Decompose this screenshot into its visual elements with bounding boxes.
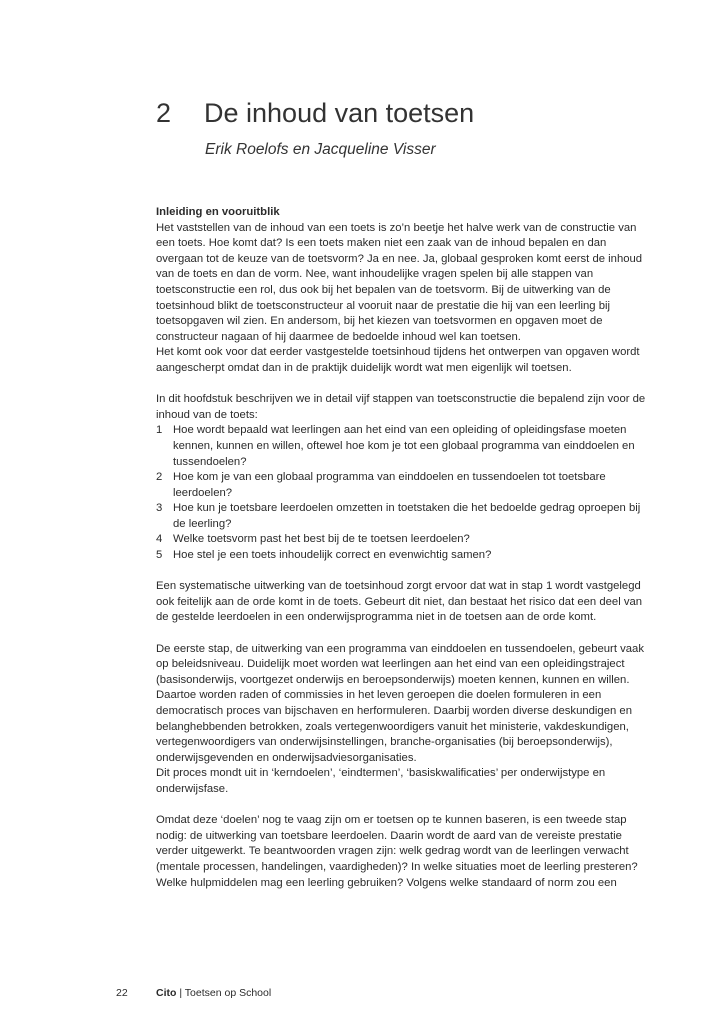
list-item-number: 3 xyxy=(156,502,163,515)
page-number: 22 xyxy=(116,987,128,999)
steps-list xyxy=(156,423,646,563)
running-footer xyxy=(156,987,271,999)
list-item-text: Hoe kom je van een globaal programma van einddoelen en tussendoelen tot toetsbare leerdoelen? xyxy=(173,471,606,499)
section-heading: Inleiding en vooruitblik xyxy=(156,206,280,218)
outcome-paragraph: Dit proces mondt uit in ‘kerndoelen’, ‘eindtermen’, ‘basiskwalificaties’ per onderwijstype en onderwijsfase. xyxy=(156,767,606,795)
chapter-number: 2 xyxy=(156,98,172,128)
list-item-number: 4 xyxy=(156,533,163,546)
steps-intro-paragraph: In dit hoofdstuk beschrijven we in detail vijf stappen van toetsconstructie die bepalend zijn voor de inhoud van de toets: xyxy=(156,393,646,421)
list-item-text: Hoe wordt bepaald wat leerlingen aan het eind van een opleiding of opleidingsfase moeten kennen, kunnen en willen, oftewel hoe kom je tot een globaal programma van einddoelen en tussendoelen? xyxy=(173,424,635,468)
footer-separator: | xyxy=(176,987,185,999)
chapter-title xyxy=(156,96,474,130)
list-item xyxy=(156,532,646,548)
intro-paragraph-2: Het komt ook voor dat eerder vastgestelde toetsinhoud tijdens het ontwerpen van opgaven wordt aangescherpt omdat dan in de praktijk duidelijk wordt wat men eigenlijk wil toetsen. xyxy=(156,346,640,374)
body-text xyxy=(156,205,646,891)
list-item-number: 5 xyxy=(156,549,163,562)
intro-paragraph: Het vaststellen van de inhoud van een toets is zo’n beetje het halve werk van de constructie van een toets. Hoe komt dat? Is een toets maken niet een zaak van de inhoud bepalen en dan overgaan tot de keuze van de toetsvorm? Ja en nee. Ja, globaal gesproken komt eerst de inhoud van de toets en dan de vorm. Nee, want inhoudelijke vragen spelen bij alle stappen van toetsconstructie een rol, dus ook bij het bepalen van de toetsvorm. Bij de uitwerking van de toetsinhoud blikt de toetsconstructeur al vooruit naar de prestatie die hij van een leerling bij toetsopgaven wil zien. En andersom, bij het kiezen van toetsvormen en opgaven moet de constructeur nagaan of hij daarmee de bedoelde inhoud wel kan toetsen. xyxy=(156,221,643,343)
systematic-paragraph: Een systematische uitwerking van de toetsinhoud zorgt ervoor dat wat in stap 1 wordt vastgelegd ook feitelijk aan de orde komt in de toets. Gebeurt dit niet, dan bestaat het risico dat een deel van de gestelde leerdoelen in een onderwijsprogramma niet in de toetsen aan de orde komt. xyxy=(156,580,643,624)
list-item-number: 2 xyxy=(156,471,163,484)
list-item-text: Hoe kun je toetsbare leerdoelen omzetten in toetstaken die het bedoelde gedrag oproepen bij de leerling? xyxy=(173,502,641,530)
list-item-text: Welke toetsvorm past het best bij de te toetsen leerdoelen? xyxy=(173,533,470,546)
second-step-paragraph: Omdat deze ‘doelen’ nog te vaag zijn om er toetsen op te kunnen baseren, is een tweede stap nodig: de uitwerking van toetsbare leerdoelen. Daarin wordt de aard van de vereiste prestatie verder uitgewerkt. Te beantwoorden vragen zijn: welk gedrag wordt van de leerlingen verwacht (mentale processen, handelingen, vaardigheden)? In welke situaties moet de leerling presteren? Welke hulpmiddelen mag een leerling gebruiken? Volgens welke standaard of norm zou een xyxy=(156,814,638,889)
list-item xyxy=(156,470,646,501)
list-item-text: Hoe stel je een toets inhoudelijk correct en evenwichtig samen? xyxy=(173,549,492,562)
first-step-paragraph: De eerste stap, de uitwerking van een programma van einddoelen en tussendoelen, gebeurt vaak op beleidsniveau. Duidelijk moet worden wat leerlingen aan het eind van een opleidingstraject (basisonderwijs, voortgezet onderwijs en beroepsonderwijs) moeten kennen, kunnen en willen. Daartoe worden raden of commissies in het leven geroepen die doelen formuleren in een democratisch proces van bijschaven en herformuleren. Daarbij worden diverse deskundigen en belanghebbenden betrokken, zoals vertegenwoordigers vanuit het ministerie, vakdeskundigen, vertegenwoordigers van onderwijsinstellingen, branche-organisaties (bij beroepsonderwijs), onderwijsgevenden en onderwijsadviesorganisaties. xyxy=(156,642,644,764)
list-item xyxy=(156,501,646,532)
list-item xyxy=(156,423,646,470)
chapter-header xyxy=(156,96,474,130)
footer-brand: Cito xyxy=(156,987,177,999)
list-item-number: 1 xyxy=(156,424,163,437)
footer-series: Toetsen op School xyxy=(184,987,272,999)
chapter-title-text: De inhoud van toetsen xyxy=(204,98,475,128)
chapter-authors: Erik Roelofs en Jacqueline Visser xyxy=(205,141,436,158)
list-item xyxy=(156,548,646,564)
